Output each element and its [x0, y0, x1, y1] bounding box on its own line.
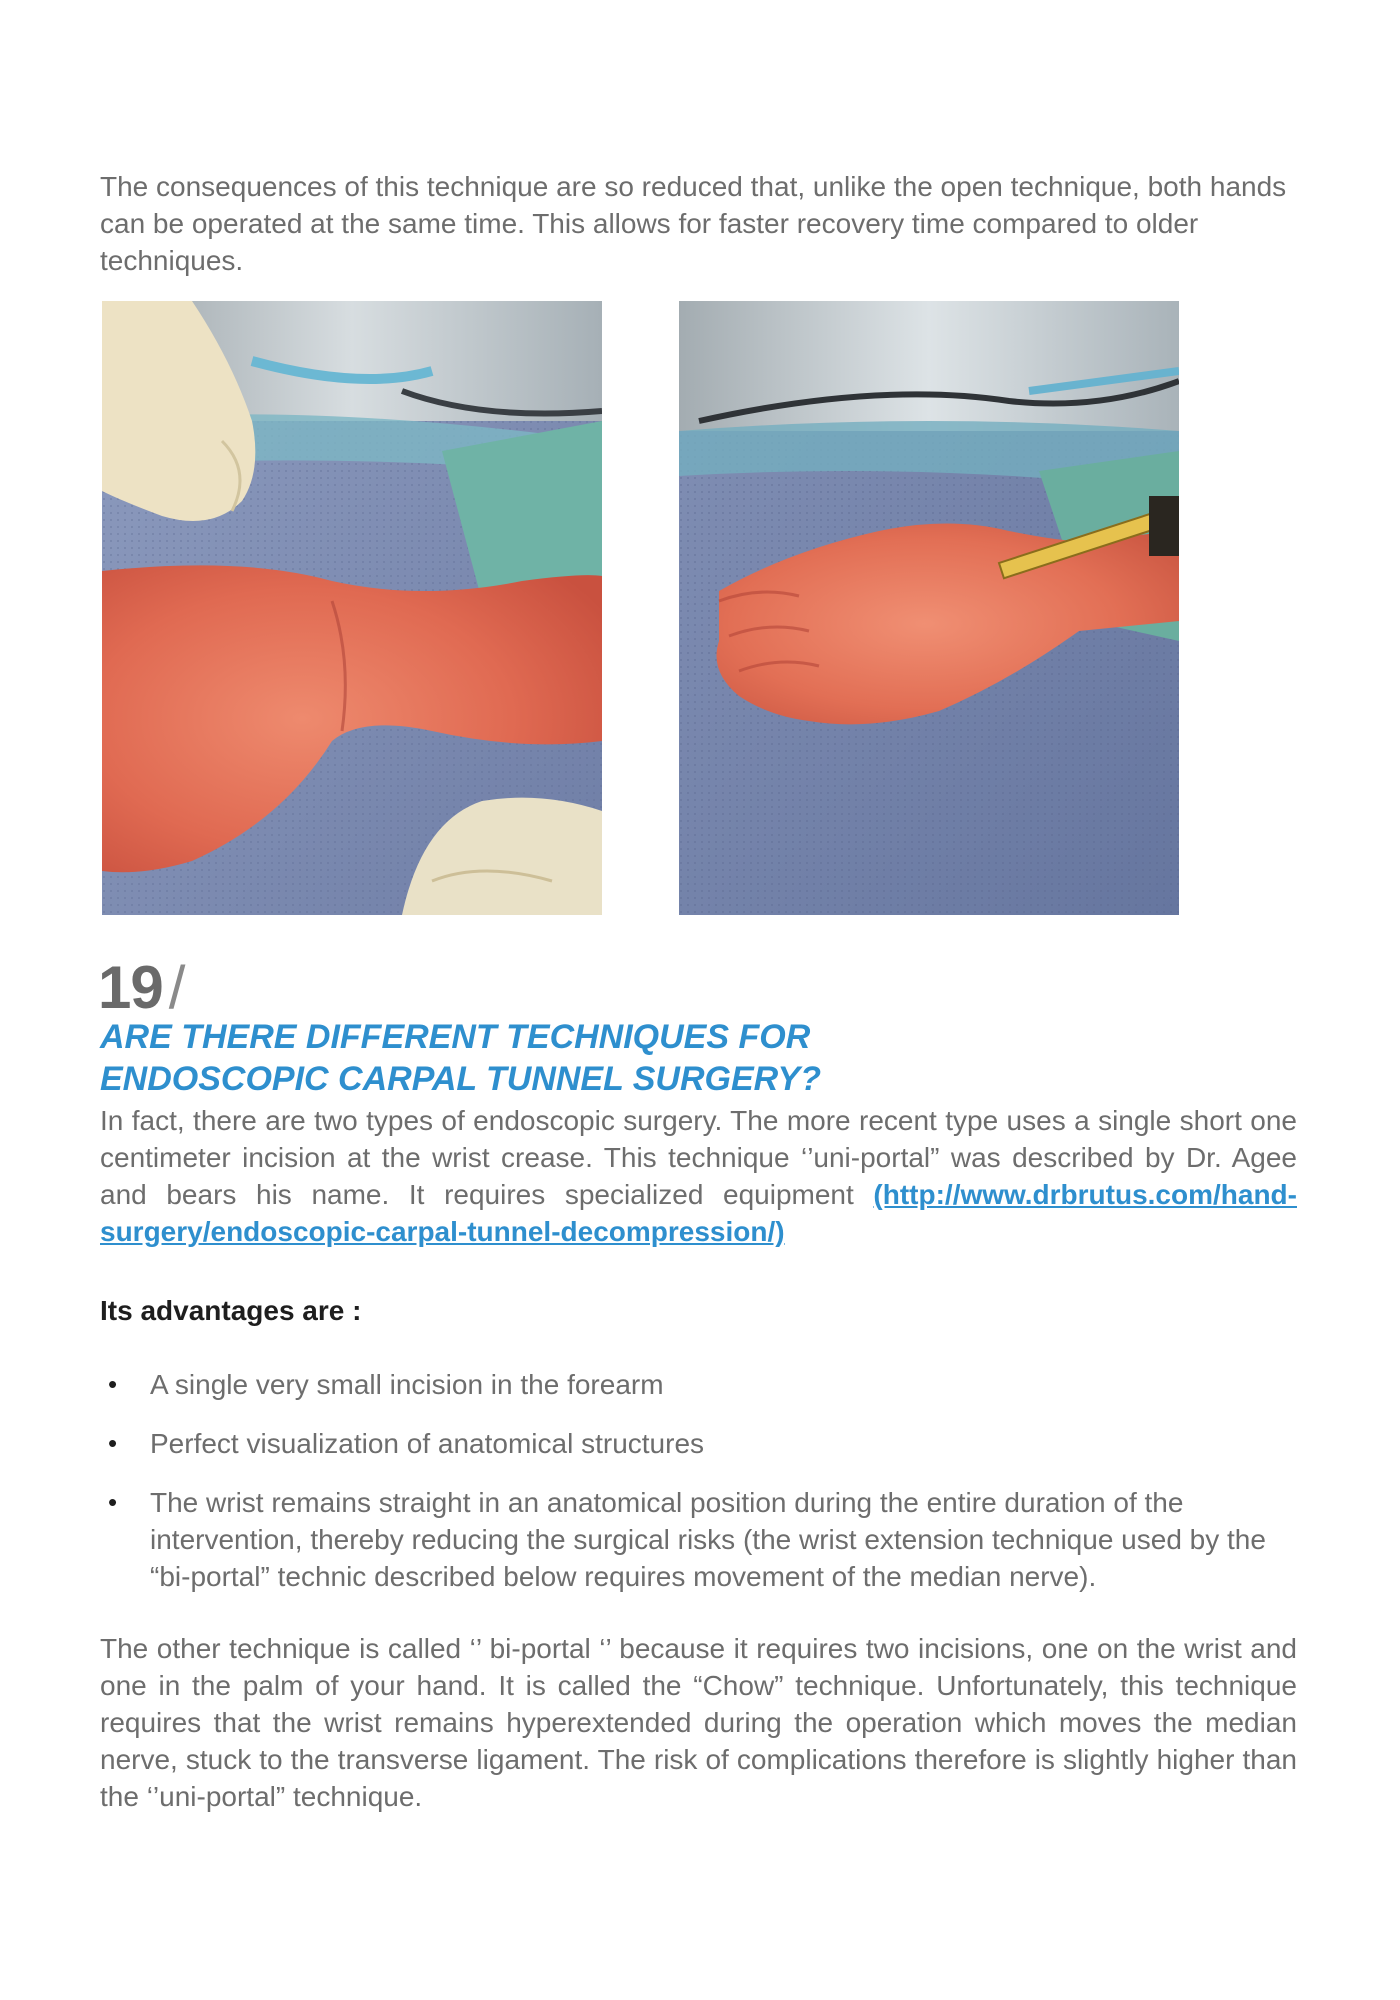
advantages-heading: Its advantages are :: [100, 1295, 362, 1326]
list-item: [100, 1425, 1297, 1462]
intro-paragraph: The consequences of this technique are so reduced that, unlike the open technique, both hands can be operated at the same time. This allows for faster recovery time compared to older techniques.: [100, 171, 1287, 276]
question-title: [100, 1016, 1200, 1100]
advantages-list: [100, 1366, 1297, 1617]
answer-text: In fact, there are two types of endoscopic surgery. The more recent type uses a single short one centimeter incision at the wrist crease. This technique ‘’uni-portal” was described by Dr. Agee and bears his name. It requires specialized equipment: [100, 1105, 1297, 1210]
bullet-icon: •: [108, 1487, 118, 1517]
answer-paragraph: [100, 1102, 1297, 1250]
list-item-text: A single very small incision in the forearm: [150, 1369, 664, 1400]
list-item: [100, 1366, 1297, 1403]
bullet-icon: •: [108, 1428, 118, 1458]
question-number-value: 19: [98, 954, 163, 1021]
closing-paragraph: The other technique is called ‘’ bi-portal ‘’ because it requires two incisions, one on the wrist and one in the palm of your hand. It is called the “Chow” technique. Unfortunately, this technique requires that the wrist remains hyperextended during the operation which moves the median nerve, stuck to the transverse ligament. The risk of complications therefore is slightly higher than the ‘’uni-portal” technique.: [100, 1633, 1297, 1812]
list-item-text: Perfect visualization of anatomical structures: [150, 1428, 705, 1459]
surgery-photo-right: [679, 301, 1179, 915]
list-item-text: The wrist remains straight in an anatomical position during the entire duration of the intervention, thereby reducing the surgical risks (the wrist extension technique used by the “bi-portal” technic described below requires movement of the median nerve).: [150, 1487, 1266, 1592]
question-title-line-2: ENDOSCOPIC CARPAL TUNNEL SURGERY?: [100, 1060, 822, 1098]
bullet-icon: •: [108, 1369, 118, 1399]
question-title-line-1: ARE THERE DIFFERENT TECHNIQUES FOR: [100, 1018, 811, 1056]
question-number-slash: /: [168, 954, 185, 1021]
surgery-photo-left: [102, 301, 602, 915]
question-number: [98, 955, 184, 1021]
equipment-link[interactable]: (http://www.drbrutus.com/hand-surgery/endoscopic-carpal-tunnel-decompression/): [100, 1179, 1297, 1247]
list-item: [100, 1484, 1297, 1595]
